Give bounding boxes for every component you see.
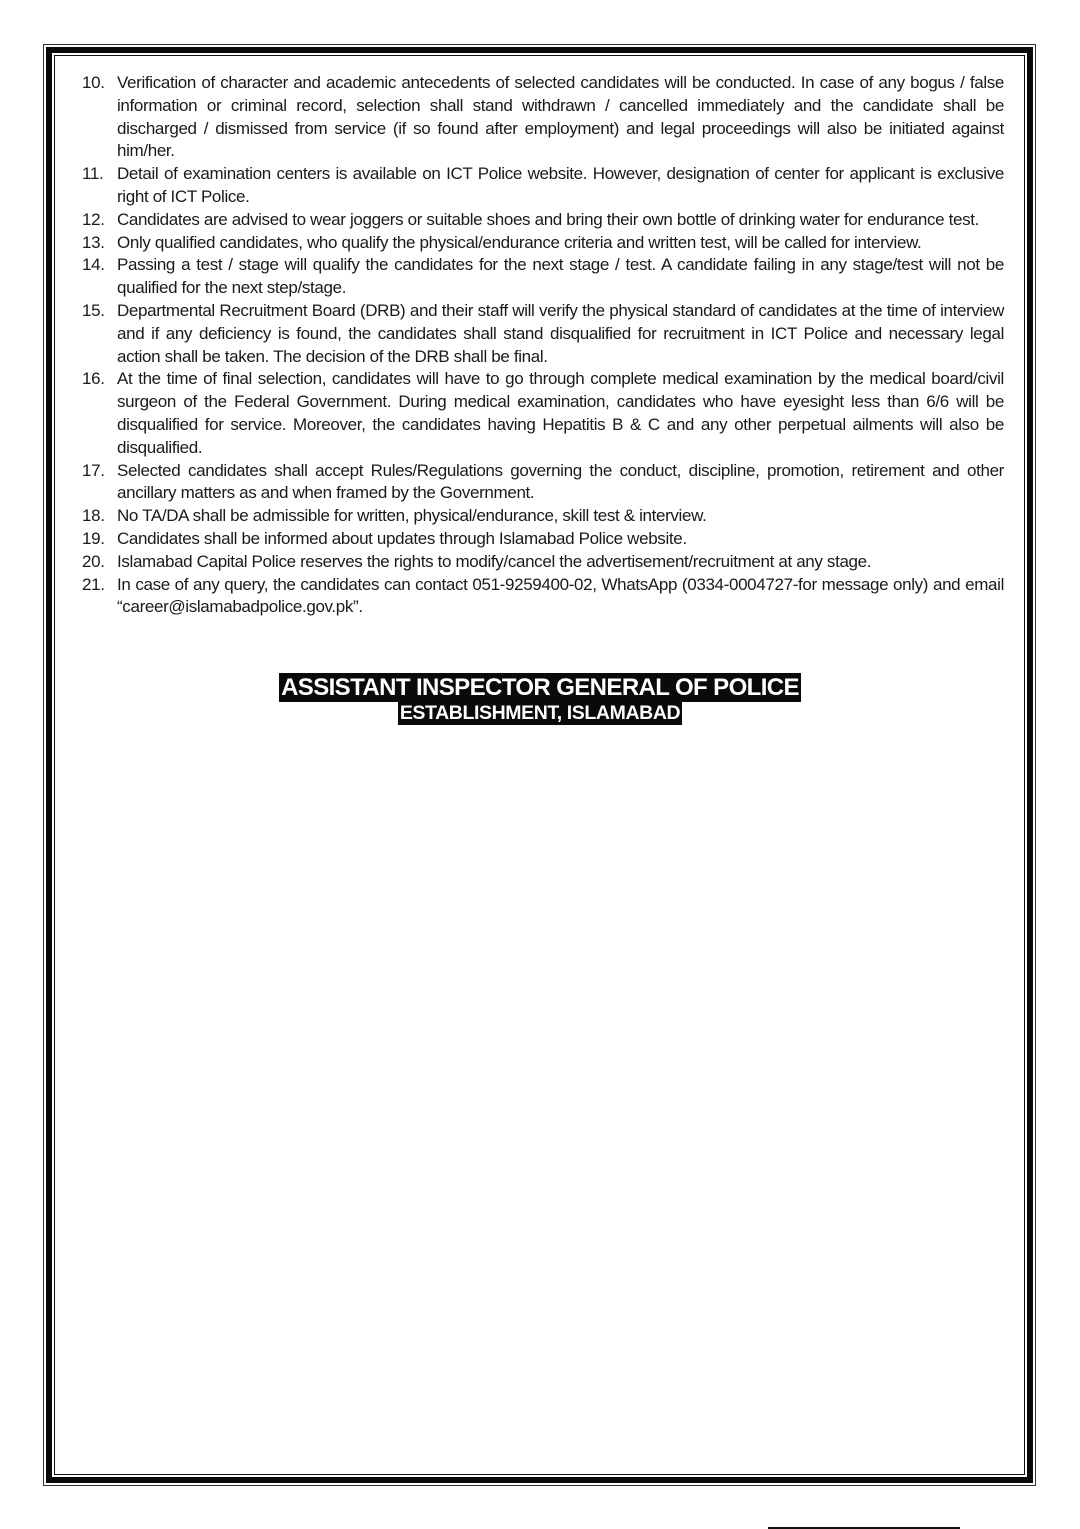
item-number: 15. xyxy=(82,300,105,320)
item-number: 20. xyxy=(82,551,105,571)
item-text: In case of any query, the candidates can contact 051-9259400-02, WhatsApp (0334-0004727-for message only) and email “career@islamabadpolice.gov.pk”. xyxy=(117,574,1004,617)
signature-block xyxy=(0,673,1080,725)
item-number: 19. xyxy=(82,528,105,548)
list-item-15 xyxy=(80,300,1004,368)
list-item-12 xyxy=(80,209,1004,232)
instructions-section xyxy=(80,72,1004,619)
item-text: Candidates shall be informed about updates through Islamabad Police website. xyxy=(117,528,687,548)
item-text: Passing a test / stage will qualify the candidates for the next stage / test. A candidate failing in any stage/test will not be qualified for the next step/stage. xyxy=(117,255,1004,298)
list-item-16 xyxy=(80,368,1004,459)
list-item-13 xyxy=(80,232,1004,255)
item-text: Verification of character and academic antecedents of selected candidates will be conducted. In case of any bogus / false information or criminal record, selection shall stand withdrawn / cancelled immediately and the candidate shall be discharged / dismissed from service (if so found after employment) and legal proceedings will also be initiated against him/her. xyxy=(117,73,1004,161)
list-item-17 xyxy=(80,460,1004,506)
item-number: 14. xyxy=(82,255,105,275)
list-item-18 xyxy=(80,505,1004,528)
signature-subtitle: ESTABLISHMENT, ISLAMABAD xyxy=(399,702,681,724)
item-text: Candidates are advised to wear joggers or suitable shoes and bring their own bottle of drinking water for endurance test. xyxy=(117,209,980,229)
item-number: 17. xyxy=(82,460,105,480)
item-text: Detail of examination centers is available on ICT Police website. However, designation of center for applicant is exclusive right of ICT Police. xyxy=(117,164,1004,206)
item-number: 12. xyxy=(82,209,105,229)
signature-title: ASSISTANT INSPECTOR GENERAL OF POLICE xyxy=(281,674,799,701)
item-number: 13. xyxy=(82,232,105,252)
list-item-19 xyxy=(80,528,1004,551)
item-text: Departmental Recruitment Board (DRB) and their staff will verify the physical standard of candidates at the time of interview and if any deficiency is found, the candidates shall stand disqualified for recruitment in ICT Police and necessary legal action shall be taken. The decision of the DRB shall be final. xyxy=(117,300,1004,366)
item-number: 11. xyxy=(82,164,104,184)
item-number: 21. xyxy=(82,574,105,594)
list-item-21 xyxy=(80,574,1004,620)
item-text: Selected candidates shall accept Rules/Regulations governing the conduct, discipline, promotion, retirement and other ancillary matters as and when framed by the Government. xyxy=(117,460,1004,503)
item-text: Only qualified candidates, who qualify the physical/endurance criteria and written test, will be called for interview. xyxy=(117,232,922,252)
list-item-14 xyxy=(80,254,1004,300)
list-item-20 xyxy=(80,551,1004,574)
item-text: Islamabad Capital Police reserves the rights to modify/cancel the advertisement/recruitment at any stage. xyxy=(117,551,872,571)
instructions-list xyxy=(80,72,1004,619)
list-item-11 xyxy=(80,163,1004,209)
item-number: 10. xyxy=(82,73,105,92)
item-text: No TA/DA shall be admissible for written, physical/endurance, skill test & interview. xyxy=(117,506,707,526)
list-item-10 xyxy=(80,72,1004,163)
item-number: 16. xyxy=(82,369,105,389)
item-number: 18. xyxy=(82,506,105,526)
item-text: At the time of final selection, candidates will have to go through complete medical examination by the medical board/civil surgeon of the Federal Government. During medical examination, candidates who have eyesight less than 6/6 will be disqualified for service. Moreover, the candidates having Hepatitis B & C and any other perpetual ailments will also be disqualified. xyxy=(117,369,1004,457)
